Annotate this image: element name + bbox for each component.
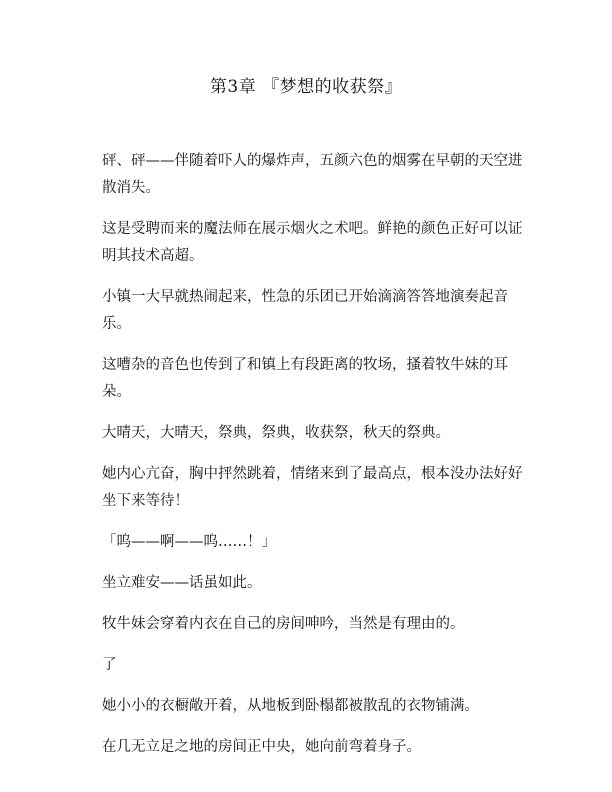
paragraph: 在几无立足之地的房间正中央，她向前弯着身子。 xyxy=(102,739,421,755)
paragraph: 坐立难安——话虽如此。 xyxy=(102,575,262,591)
paragraph: 这是受聘而来的魔法师在展示烟火之术吧。鲜艳的颜色正好可以证明其技术高超。 xyxy=(102,221,523,264)
chapter-body xyxy=(102,148,524,775)
paragraph: 了 xyxy=(102,657,117,673)
paragraph: 牧牛妹会穿着内衣在自己的房间呻吟，当然是有理由的。 xyxy=(102,616,465,632)
paragraph: 大晴天，大晴天，祭典，祭典，收获祭，秋天的祭典。 xyxy=(102,425,450,441)
paragraph: 砰、砰——伴随着吓人的爆炸声，五颜六色的烟雾在早朝的天空进散消失。 xyxy=(102,153,523,196)
paragraph: 她小小的衣橱敞开着，从地板到卧榻都被散乱的衣物铺满。 xyxy=(102,698,479,714)
dialogue-line: 「呜——啊——呜……！」 xyxy=(102,534,276,550)
paragraph: 小镇一大早就热闹起来，性急的乐团已开始滴滴答答地演奏起音乐。 xyxy=(102,289,508,332)
paragraph: 她内心亢奋，胸中抨然跳着，情绪来到了最高点，根本没办法好好坐下来等待！ xyxy=(102,466,523,509)
chapter-title: 第3章 『梦想的收获祭』 xyxy=(209,77,403,97)
paragraph: 这嘈杂的音色也传到了和镇上有段距离的牧场，搔着牧牛妹的耳朵。 xyxy=(102,357,508,400)
